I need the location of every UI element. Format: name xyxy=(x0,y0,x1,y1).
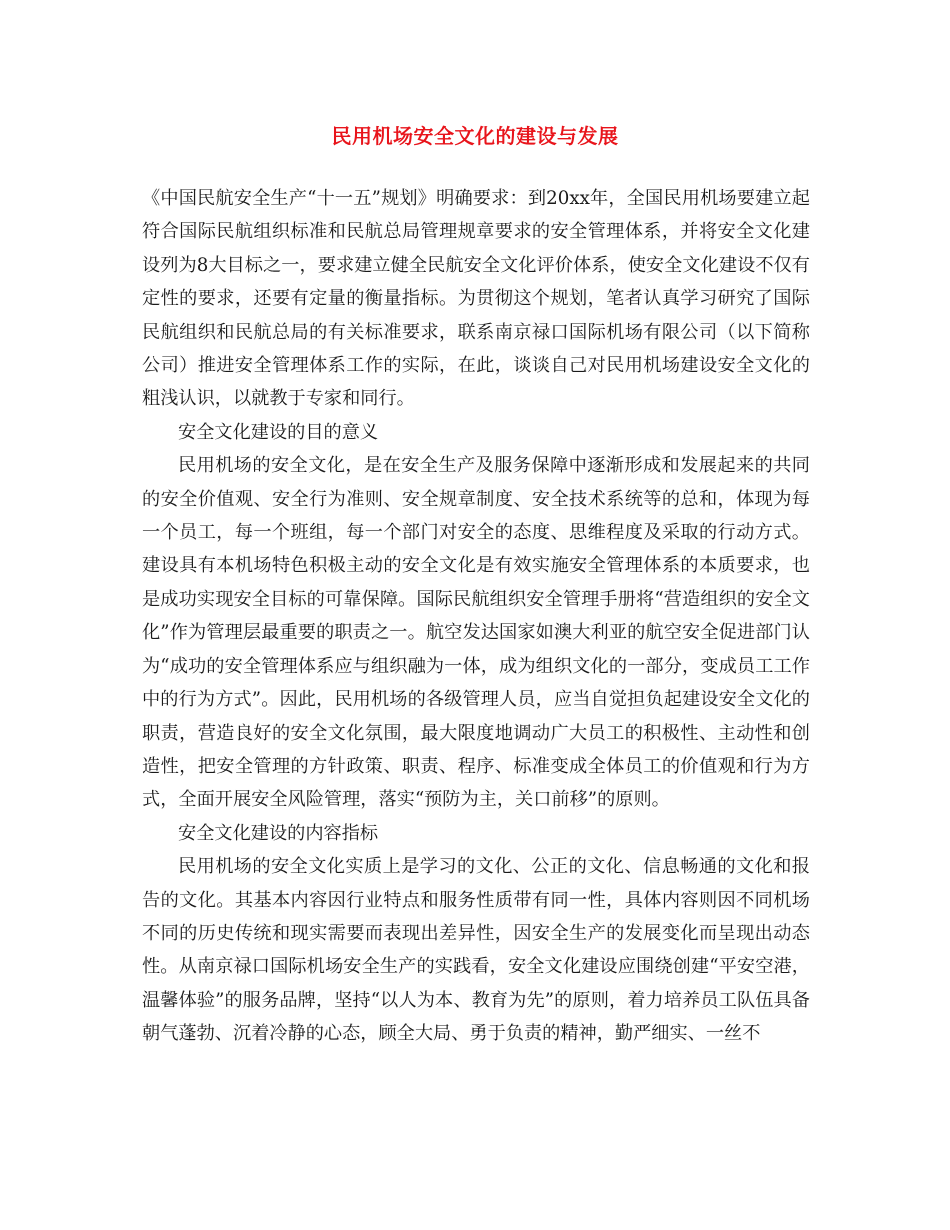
intro-paragraph: 《中国民航安全生产“十一五”规划》明确要求：到20xx年，全国民用机场要建立起符合国际民航组织标准和民航总局管理规章要求的安全管理体系，并将安全文化建设列为8大目标之一，要求建立健全民航安全文化评价体系，使安全文化建设不仅有定性的要求，还要有定量的衡量指标。为贯彻这个规划，笔者认真学习研究了国际民航组织和民航总局的有关标准要求，联系南京禄口国际机场有限公司（以下简称公司）推进安全管理体系工作的实际，在此，谈谈自己对民用机场建设安全文化的粗浅认识，以就教于专家和同行。 xyxy=(142,188,810,410)
section-heading-purpose: 安全文化建设的目的意义 xyxy=(178,421,379,443)
section-paragraph-content: 民用机场的安全文化实质上是学习的文化、公正的文化、信息畅通的文化和报告的文化。其基本内容因行业特点和服务性质带有同一性，具体内容则因不同机场不同的历史传统和现实需要而表现出差异性，因安全生产的发展变化而呈现出动态性。从南京禄口国际机场安全生产的实践看，安全文化建设应围绕创建“平安空港，温馨体验”的服务品牌，坚持“以人为本、教育为先”的原则，着力培养员工队伍具备朝气蓬勃、沉着冷静的心态，顾全大局、勇于负责的精神，勤严细实、一丝不 xyxy=(142,856,810,1045)
section-paragraph-purpose: 民用机场的安全文化，是在安全生产及服务保障中逐渐形成和发展起来的共同的安全价值观、安全行为准则、安全规章制度、安全技术系统等的总和，体现为每一个员工，每一个班组，每一个部门对安全的态度、思维程度及采取的行动方式。建设具有本机场特色积极主动的安全文化是有效实施安全管理体系的本质要求，也是成功实现安全目标的可靠保障。国际民航组织安全管理手册将“营造组织的安全文化”作为管理层最重要的职责之一。航空发达国家如澳大利亚的航空安全促进部门认为“成功的安全管理体系应与组织融为一体，成为组织文化的一部分，变成员工工作中的行为方式”。因此，民用机场的各级管理人员，应当自觉担负起建设安全文化的职责，营造良好的安全文化氛围，最大限度地调动广大员工的积极性、主动性和创造性，把安全管理的方针政策、职责、程序、标准变成全体员工的价值观和行为方式，全面开展安全风险管理，落实“预防为主，关口前移”的原则。 xyxy=(142,455,810,811)
document-title: 民用机场安全文化的建设与发展 xyxy=(331,124,619,148)
section-heading-content: 安全文化建设的内容指标 xyxy=(178,822,379,844)
document-body xyxy=(142,182,810,1051)
